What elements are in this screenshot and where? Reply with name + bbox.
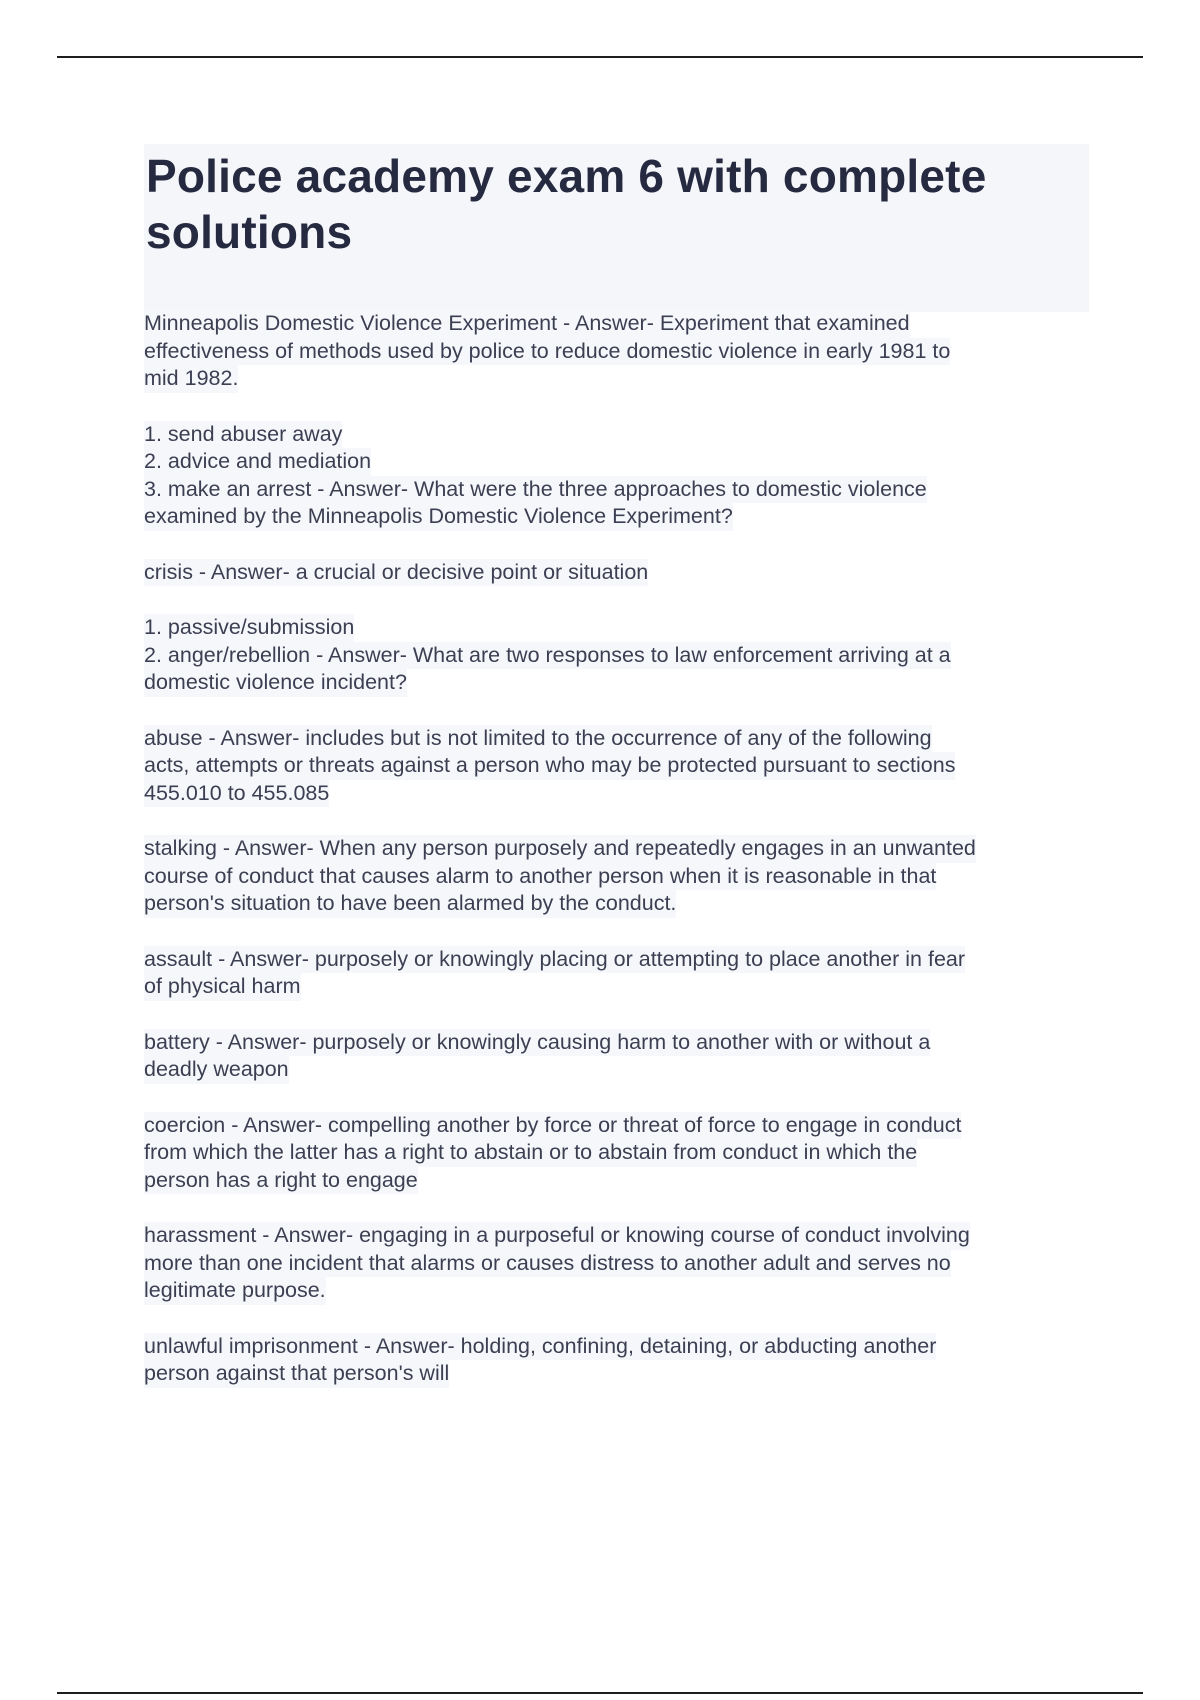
title-block (144, 144, 1089, 312)
entry-line: from which the latter has a right to abstain or to abstain from conduct in which the (144, 1139, 917, 1167)
qa-entry (144, 614, 1094, 697)
entry-line: more than one incident that alarms or causes distress to another adult and serves no (144, 1250, 951, 1278)
entry-line: effectiveness of methods used by police to reduce domestic violence in early 1981 to (144, 338, 950, 366)
page-title: Police academy exam 6 with complete solutions (146, 150, 987, 258)
qa-list (144, 310, 1094, 1416)
entry-line: mid 1982. (144, 365, 238, 393)
page-bottom-rule (57, 1692, 1143, 1694)
qa-entry (144, 1222, 1094, 1305)
entry-line: coercion - Answer- compelling another by force or threat of force to engage in conduct (144, 1112, 961, 1140)
entry-line: assault - Answer- purposely or knowingly placing or attempting to place another in fear (144, 946, 965, 974)
entry-line: unlawful imprisonment - Answer- holding, confining, detaining, or abducting another (144, 1333, 936, 1361)
qa-entry (144, 946, 1094, 1001)
qa-entry (144, 1029, 1094, 1084)
entry-line: person against that person's will (144, 1360, 449, 1388)
entry-line: course of conduct that causes alarm to another person when it is reasonable in that (144, 863, 936, 891)
entry-line: legitimate purpose. (144, 1277, 326, 1305)
entry-line: 1. passive/submission (144, 614, 354, 642)
entry-line: Minneapolis Domestic Violence Experiment - Answer- Experiment that examined (144, 310, 910, 338)
entry-line: stalking - Answer- When any person purposely and repeatedly engages in an unwanted (144, 835, 976, 863)
qa-entry (144, 310, 1094, 393)
entry-line: 2. advice and mediation (144, 448, 371, 476)
entry-line: deadly weapon (144, 1056, 289, 1084)
qa-entry (144, 421, 1094, 531)
entry-line: 2. anger/rebellion - Answer- What are two responses to law enforcement arriving at a (144, 642, 951, 670)
entry-line: domestic violence incident? (144, 669, 407, 697)
entry-line: crisis - Answer- a crucial or decisive point or situation (144, 559, 648, 587)
entry-line: 1. send abuser away (144, 421, 342, 449)
entry-line: harassment - Answer- engaging in a purposeful or knowing course of conduct involving (144, 1222, 970, 1250)
qa-entry (144, 725, 1094, 808)
entry-line: battery - Answer- purposely or knowingly causing harm to another with or without a (144, 1029, 930, 1057)
entry-line: acts, attempts or threats against a person who may be protected pursuant to sections (144, 752, 955, 780)
qa-entry (144, 1112, 1094, 1195)
qa-entry (144, 559, 1094, 587)
entry-line: 455.010 to 455.085 (144, 780, 329, 808)
entry-line: of physical harm (144, 973, 301, 1001)
entry-line: person's situation to have been alarmed by the conduct. (144, 890, 676, 918)
qa-entry (144, 835, 1094, 918)
entry-line: 3. make an arrest - Answer- What were the three approaches to domestic violence (144, 476, 927, 504)
page-top-rule (57, 56, 1143, 58)
entry-line: person has a right to engage (144, 1167, 418, 1195)
qa-entry (144, 1333, 1094, 1388)
entry-line: examined by the Minneapolis Domestic Violence Experiment? (144, 503, 733, 531)
entry-line: abuse - Answer- includes but is not limited to the occurrence of any of the following (144, 725, 932, 753)
